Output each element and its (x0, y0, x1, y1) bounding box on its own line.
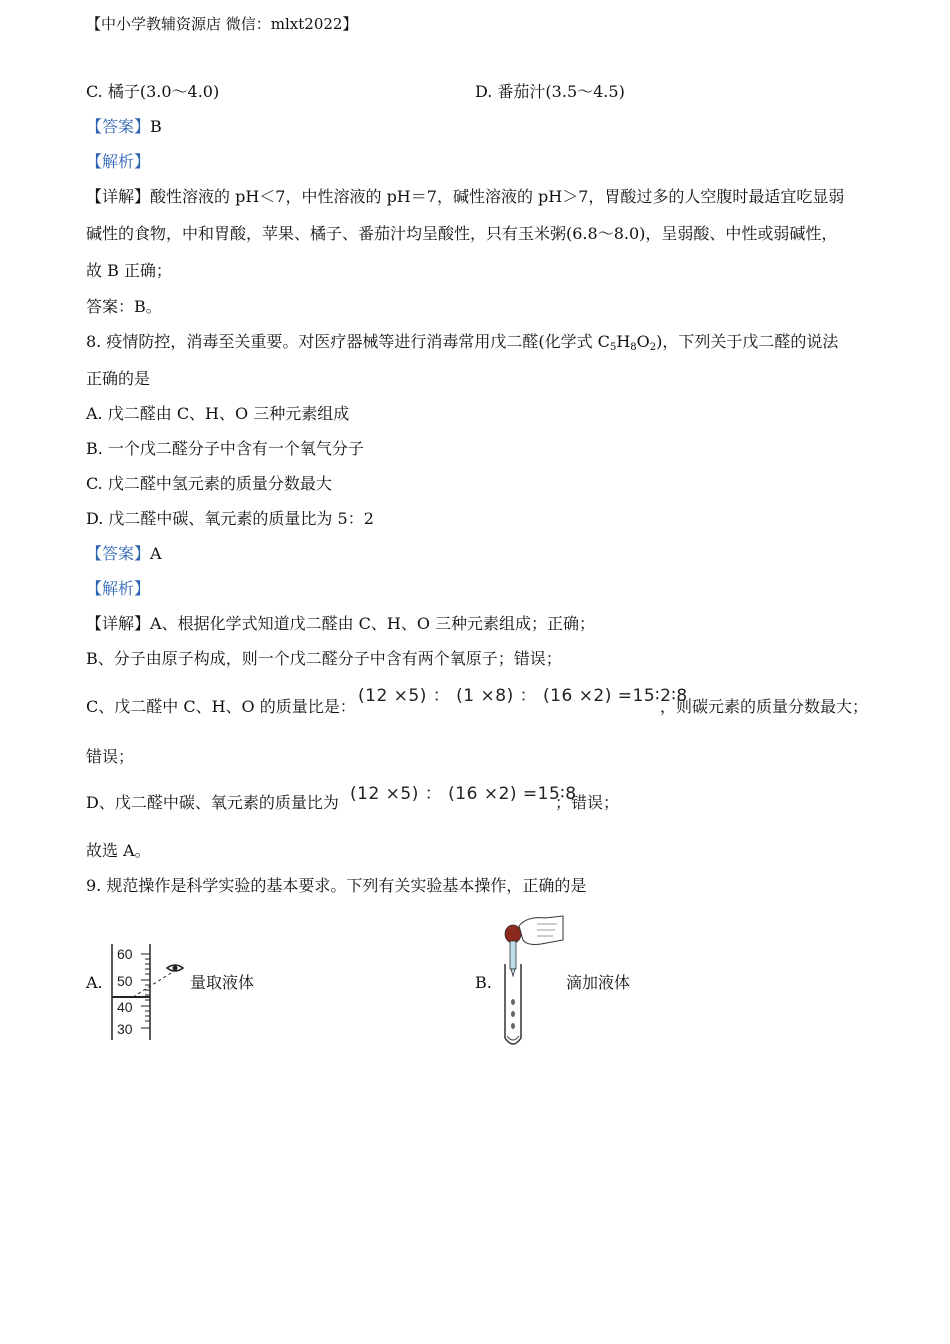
answer-label: 【答案】 (86, 117, 151, 136)
q7-detail-line2: 碱性的食物，中和胃酸，苹果、橘子、番茄汁均呈酸性，只有玉米粥(6.8～8.0)，呈弱酸、中性或弱碱性， (86, 224, 838, 243)
cylinder-tick-marks (141, 954, 150, 1028)
cylinder-tick-60: 60 (117, 946, 133, 962)
q8-option-b: B. 一个戊二醛分子中含有一个氧气分子 (86, 439, 364, 458)
q8-stem-line2: 正确的是 (86, 369, 151, 388)
cylinder-tick-50: 50 (117, 973, 133, 989)
test-tube-liquid (507, 1036, 519, 1040)
q7-analysis-label: 【解析】 (86, 152, 151, 171)
subscript: 5 (609, 342, 617, 353)
q8-stem (86, 332, 838, 358)
stem-text: H (616, 332, 631, 351)
stem-text: )，下列关于戊二醛的说法 (656, 332, 839, 351)
dropper-tube (510, 941, 516, 969)
q9-option-b-label: 滴加液体 (566, 973, 631, 992)
dropper-test-tube-illustration (497, 910, 567, 1050)
q8-option-d: D. 戊二醛中碳、氧元素的质量比为 5：2 (86, 509, 374, 528)
q9-stem: 9. 规范操作是科学实验的基本要求。下列有关实验基本操作，正确的是 (86, 876, 587, 895)
liquid-drop (511, 1023, 515, 1029)
detail-label: 【详解】 (86, 187, 151, 206)
stem-text: 8. 疫情防控，消毒至关重要。对医疗器械等进行消毒常用戊二醛(化学式 C (86, 332, 610, 351)
cylinder-tick-40: 40 (117, 999, 133, 1015)
answer-value: B (150, 117, 162, 136)
detail-label: 【详解】 (86, 614, 151, 633)
sight-line (133, 973, 171, 997)
q8-detail-b: B、分子由原子构成，则一个戊二醛分子中含有两个氧原子；错误； (86, 649, 562, 668)
graduated-cylinder-illustration (105, 940, 185, 1044)
cylinder-tick-30: 30 (117, 1021, 133, 1037)
q8-detail-d-pre: D、戊二醛中碳、氧元素的质量比为 (86, 793, 339, 812)
q8-analysis-label: 【解析】 (86, 579, 151, 598)
subscript: 8 (630, 342, 637, 353)
q8-detail-c-post: ，则碳元素的质量分数最大； (660, 697, 869, 716)
q7-answer (86, 117, 162, 137)
q8-detail-a (86, 614, 595, 634)
q7-detail-line3: 故 B 正确； (86, 261, 172, 280)
q8-detail-c-line2: 错误； (86, 747, 135, 766)
q8-conclusion: 故选 A。 (86, 841, 151, 860)
liquid-drop (511, 1011, 515, 1017)
q8-option-a: A. 戊二醛由 C、H、O 三种元素组成 (86, 404, 350, 423)
hand-icon (519, 916, 563, 945)
q8-detail-c-pre: C、戊二醛中 C、H、O 的质量比是： (86, 697, 356, 716)
detail-text: 酸性溶液的 pH＜7，中性溶液的 pH＝7，碱性溶液的 pH＞7，胃酸过多的人空腹时最适宜吃显弱 (150, 187, 845, 206)
q7-option-c: C. 橘子(3.0～4.0) (86, 82, 220, 101)
subscript: 2 (649, 342, 657, 353)
q7-option-d: D. 番茄汁(3.5～4.5) (475, 82, 625, 101)
header-source: 【中小学教辅资源店 微信：mlxt2022】 (86, 15, 358, 33)
q9-option-b-letter: B. (475, 973, 492, 992)
liquid-drop (511, 999, 515, 1005)
dropper-tip (511, 969, 515, 976)
answer-label: 【答案】 (86, 544, 151, 563)
q8-answer (86, 544, 162, 564)
q8-option-c: C. 戊二醛中氢元素的质量分数最大 (86, 474, 332, 493)
q8-detail-c-formula: (12 ×5) ： (1 ×8) ： (16 ×2) =15∶2∶8 (358, 686, 688, 706)
dropper-bulb (505, 925, 521, 943)
eye-icon (167, 965, 183, 971)
q7-final-answer: 答案：B。 (86, 297, 162, 316)
q8-detail-d-formula: (12 ×5) ： (16 ×2) =15∶8 (350, 784, 577, 804)
q9-option-a-letter: A. (86, 973, 103, 992)
detail-text: A、根据化学式知道戊二醛由 C、H、O 三种元素组成；正确； (150, 614, 596, 633)
q8-detail-d-post: ；错误； (555, 793, 620, 812)
answer-value: A (150, 544, 162, 563)
q7-detail-line1 (86, 187, 844, 207)
stem-text: O (636, 332, 650, 351)
q9-option-a-label: 量取液体 (190, 973, 255, 992)
